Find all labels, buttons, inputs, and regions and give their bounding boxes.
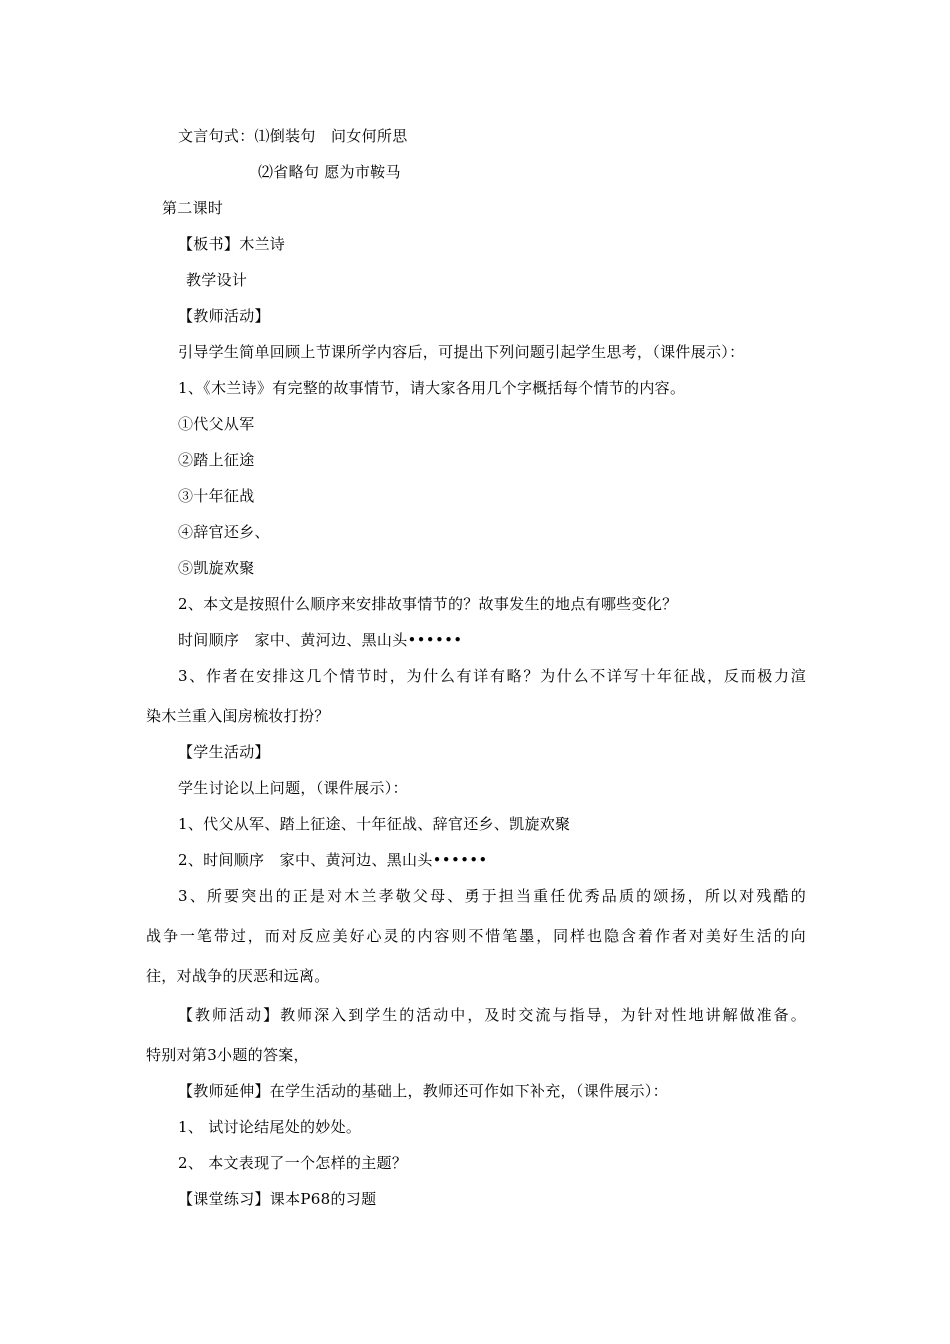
- teacher-activity-paragraph-cont: 特别对第3小题的答案，: [146, 1046, 309, 1064]
- question-1: 1、《木兰诗》有完整的故事情节，请大家各用几个字概括每个情节的内容。: [178, 379, 686, 397]
- plot-item-3: ③十年征战: [178, 487, 255, 505]
- question-2: 2、本文是按照什么顺序来安排故事情节的？故事发生的地点有哪些变化？: [178, 595, 678, 613]
- student-discussion-intro: 学生讨论以上问题，（课件展示）：: [178, 779, 408, 797]
- plot-item-4: ④辞官还乡、: [178, 523, 270, 541]
- syntax-ellipsis-line: ⑵省略句 愿为市鞍马: [258, 163, 401, 181]
- class-exercise-line: 【课堂练习】课本P68的习题: [178, 1190, 377, 1208]
- student-answer-2: 2、时间顺序 家中、黄河边、黑山头••••••: [178, 851, 488, 869]
- teacher-activity-paragraph: 【教师活动】教师深入到学生的活动中，及时交流与指导，为针对性地讲解做准备。: [178, 1006, 806, 1024]
- question-3-line-1: 3、作者在安排这几个情节时，为什么有详有略？为什么不详写十年征战，反而极力渲: [178, 667, 806, 685]
- lesson-heading: 第二课时: [162, 199, 224, 217]
- student-answer-3-line-1: 3、所要突出的正是对木兰孝敬父母、勇于担当重任优秀品质的颂扬，所以对残酷的: [178, 887, 806, 905]
- board-title: 【板书】木兰诗: [178, 235, 286, 253]
- plot-item-5: ⑤凯旋欢聚: [178, 559, 255, 577]
- student-answer-1: 1、代父从军、踏上征途、十年征战、辞官还乡、凯旋欢聚: [178, 815, 571, 833]
- teacher-extension-paragraph: 【教师延伸】在学生活动的基础上，教师还可作如下补充，（课件展示）：: [178, 1082, 668, 1100]
- question-3-line-2: 染木兰重入闺房梳妆打扮？: [146, 707, 330, 725]
- student-activity-heading: 【学生活动】: [178, 743, 270, 761]
- plot-item-1: ①代父从军: [178, 415, 255, 433]
- teaching-design-label: 教学设计: [186, 271, 248, 289]
- extension-item-1: 1、 试讨论结尾处的妙处。: [178, 1118, 362, 1136]
- syntax-inversion-line: 文言句式：⑴倒装句 问女何所思: [178, 127, 408, 145]
- teacher-activity-heading: 【教师活动】: [178, 307, 270, 325]
- student-answer-3-line-3: 往，对战争的厌恶和远离。: [146, 967, 330, 985]
- answer-2-sequence: 时间顺序 家中、黄河边、黑山头••••••: [178, 631, 463, 649]
- extension-item-2: 2、 本文表现了一个怎样的主题？: [178, 1154, 408, 1172]
- guide-paragraph: 引导学生简单回顾上节课所学内容后，可提出下列问题引起学生思考，（课件展示）：: [178, 343, 745, 361]
- student-answer-3-line-2: 战争一笔带过，而对反应美好心灵的内容则不惜笔墨，同样也隐含着作者对美好生活的向: [146, 927, 806, 945]
- plot-item-2: ②踏上征途: [178, 451, 255, 469]
